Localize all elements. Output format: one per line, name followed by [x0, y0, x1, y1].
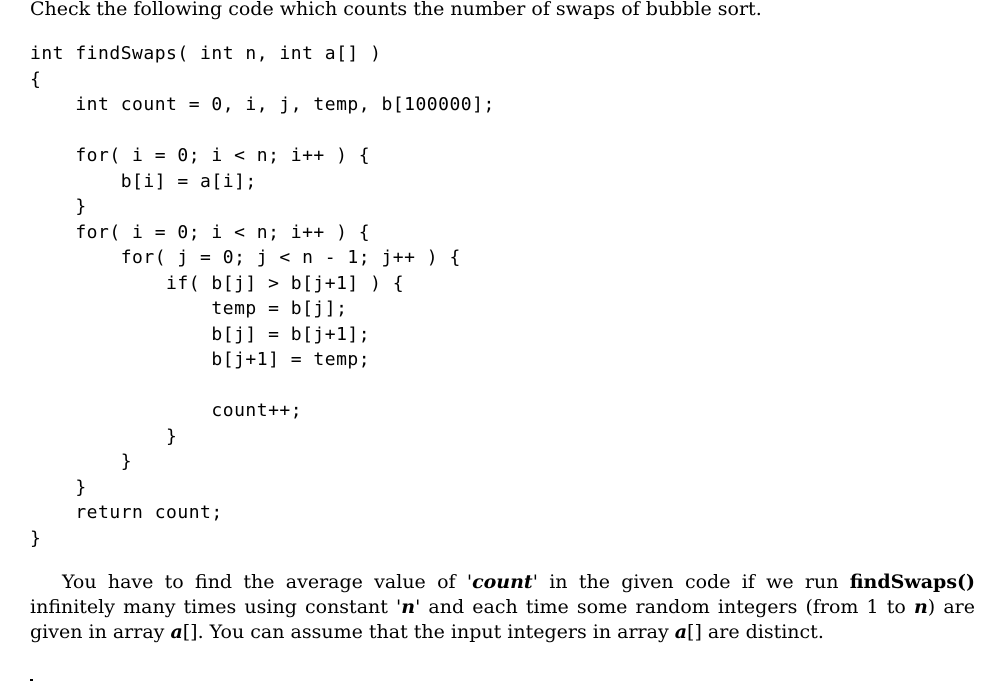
code-line: b[i] = a[i]; [30, 170, 257, 192]
paragraph-text: ' in the given code if we run [532, 571, 850, 593]
code-line: int findSwaps( int n, int a[] ) [30, 43, 382, 64]
variable-n: n [913, 596, 928, 618]
code-block [30, 41, 495, 551]
code-line: } [30, 425, 178, 447]
code-line: } [30, 196, 87, 217]
paragraph-text: []. You can assume that the input integers in array [182, 621, 675, 643]
code-line: } [30, 451, 133, 472]
code-line: for( j = 0; j < n - 1; j++ ) { [30, 247, 461, 268]
code-line: if( b[j] > b[j+1] ) { [30, 272, 405, 294]
stray-mark [30, 679, 33, 681]
code-line: } [30, 527, 42, 549]
function-name: findSwaps() [849, 571, 975, 593]
intro-text: Check the following code which counts the number of swaps of bubble sort. [30, 0, 762, 20]
code-line: int count = 0, i, j, temp, b[100000]; [30, 94, 495, 115]
code-line: b[j] = b[j+1]; [30, 323, 371, 345]
paragraph-text: ' and each time some random integers (from 1 to [415, 596, 914, 618]
variable-count: count [472, 571, 533, 593]
paragraph-text: You have to find the average value of ' [62, 571, 473, 593]
variable-n: n [401, 596, 416, 618]
code-line: temp = b[j]; [30, 298, 348, 319]
code-line: for( i = 0; i < n; i++ ) { [30, 145, 371, 166]
code-line: b[j+1] = temp; [30, 349, 371, 370]
variable-a: a [170, 621, 183, 643]
code-line: for( i = 0; i < n; i++ ) { [30, 221, 371, 243]
code-line: count++; [30, 400, 303, 421]
paragraph-text: infinitely many times using constant ' [30, 596, 402, 618]
code-line: return count; [30, 502, 223, 523]
paragraph-text: ) are given in array [30, 596, 975, 643]
code-line: { [30, 68, 42, 90]
problem-paragraph [30, 570, 975, 645]
paragraph-text: [] are distinct. [687, 621, 824, 643]
variable-a: a [674, 621, 688, 643]
code-line: } [30, 476, 87, 498]
